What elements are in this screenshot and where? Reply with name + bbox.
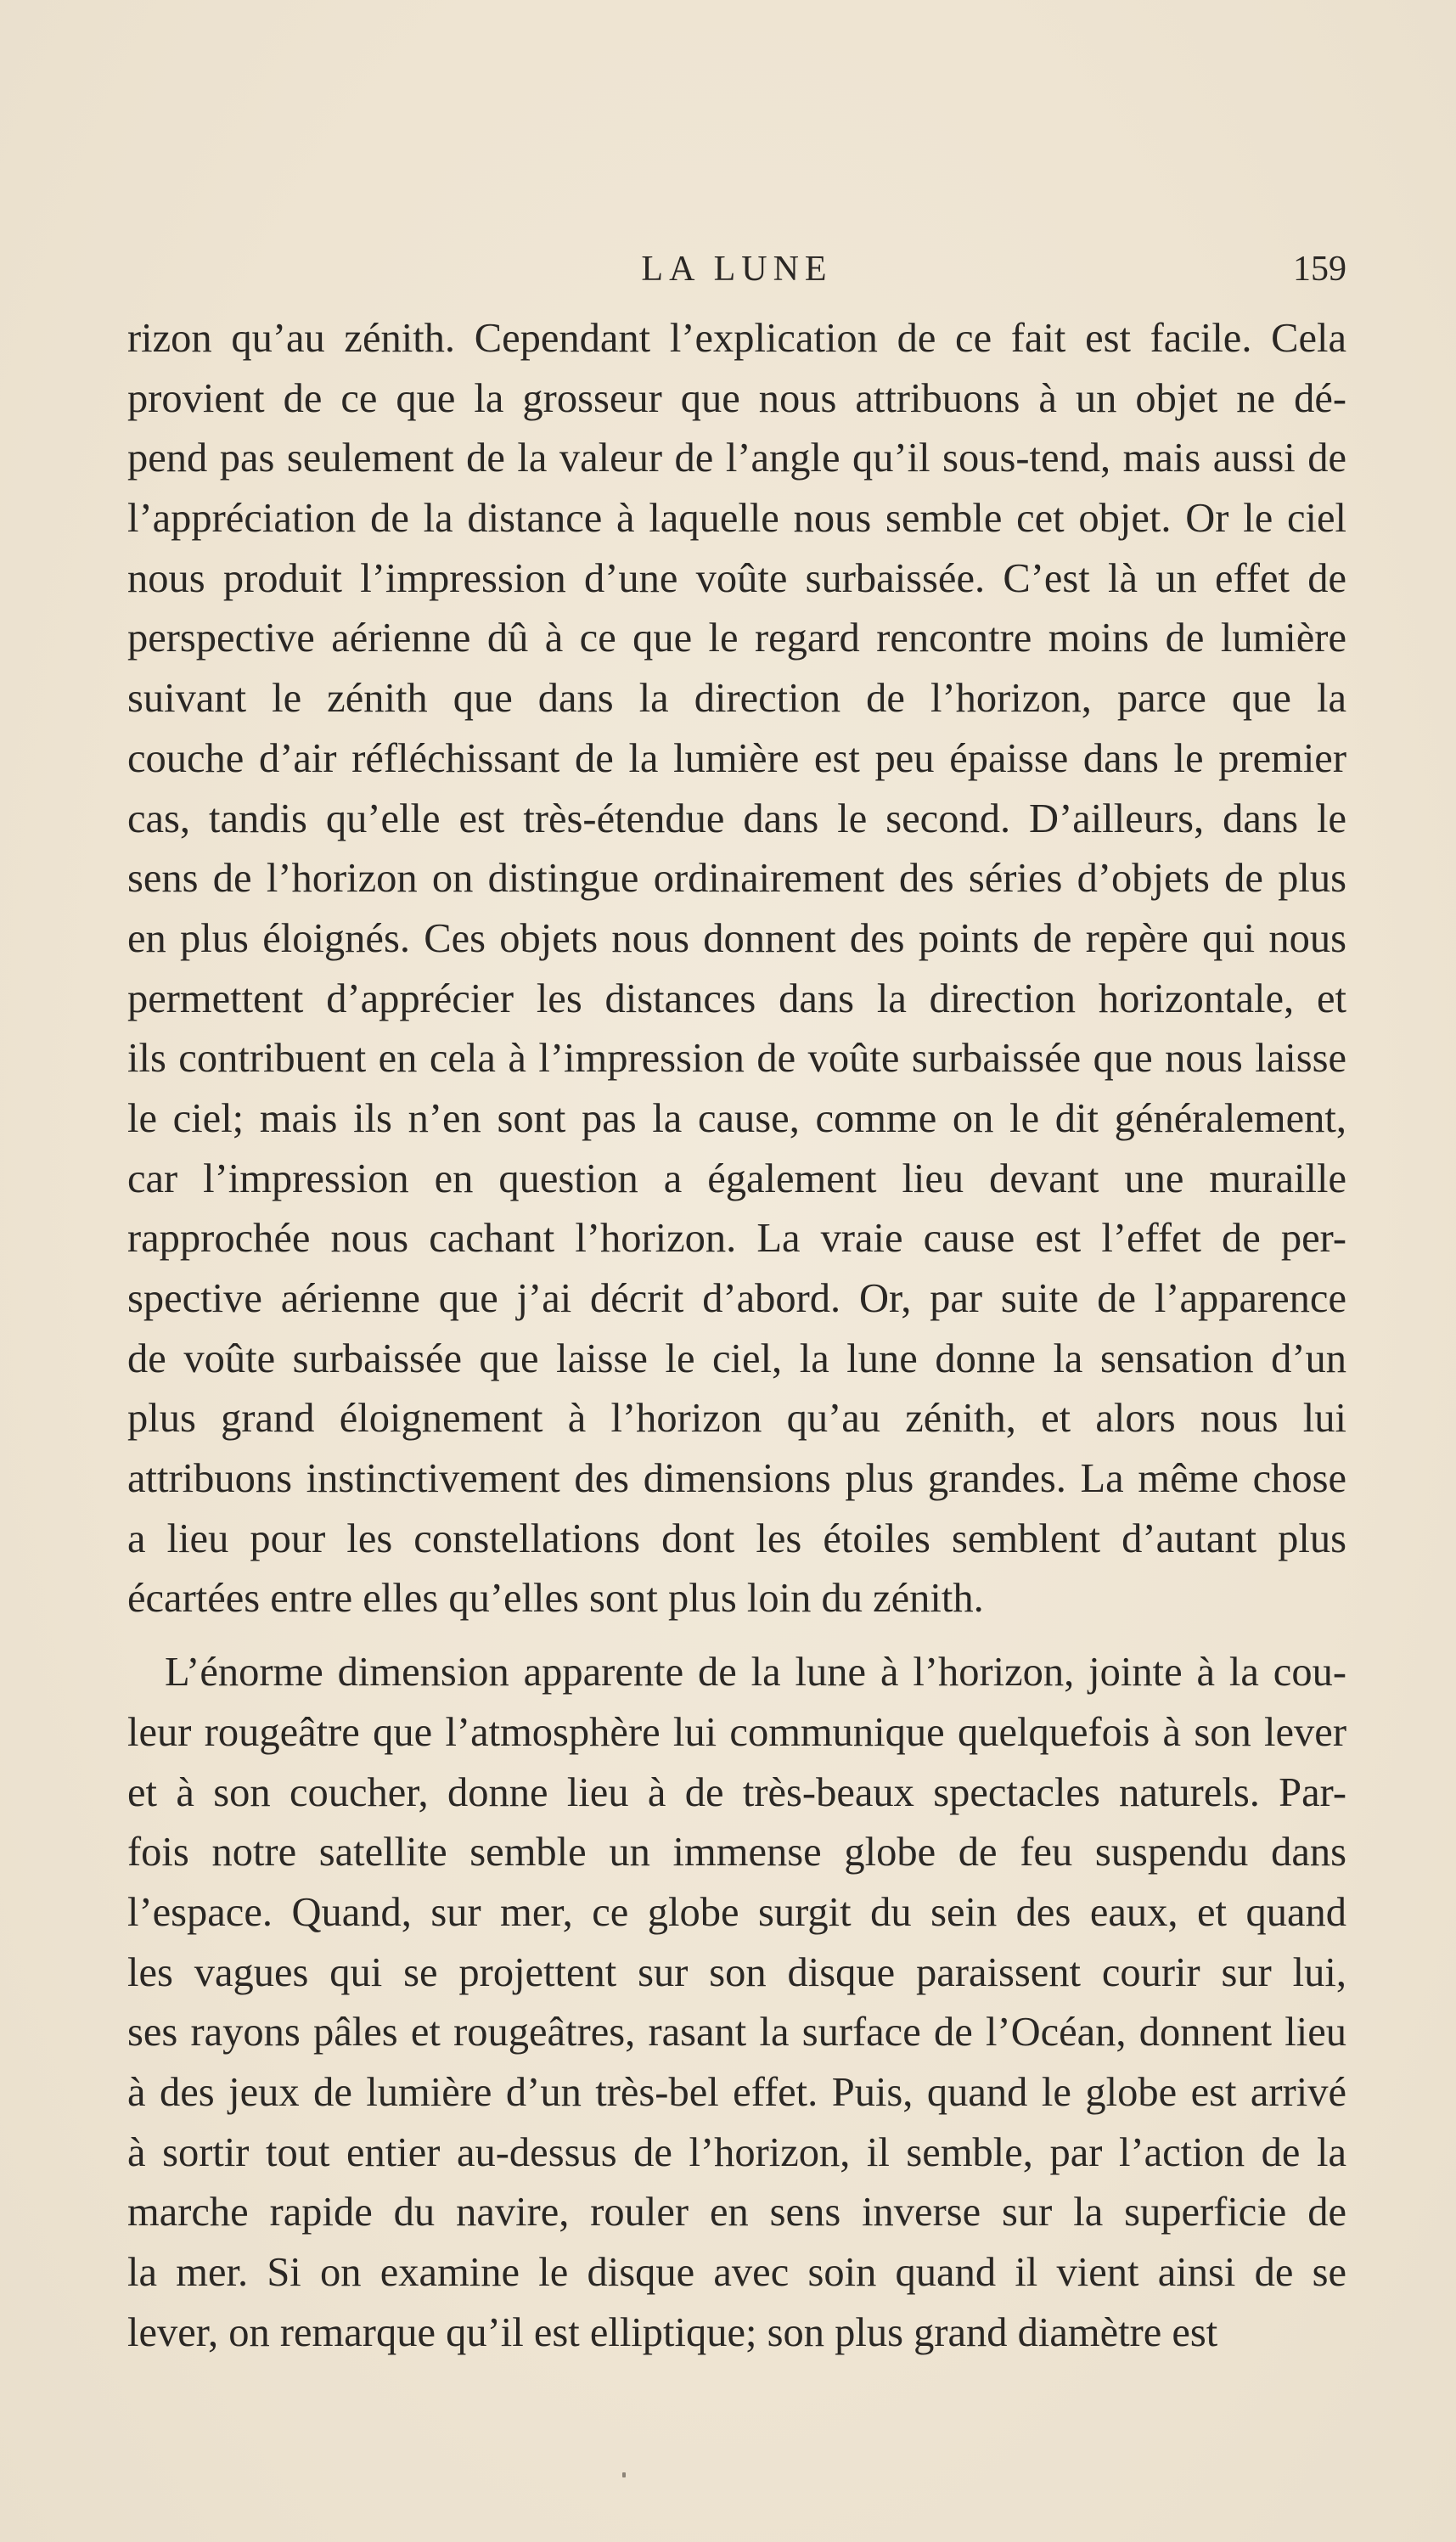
text-line: attribuons instinctivement des dimensions plus grandes. La même chose: [127, 1456, 1346, 1502]
text-line: le ciel; mais ils n’en sont pas la cause, comme on le dit généralement,: [127, 1095, 1346, 1141]
paper-speck: [622, 2472, 626, 2477]
text-line: a lieu pour les constellations dont les étoiles semblent d’autant plus: [127, 1516, 1346, 1561]
text-line: en plus éloignés. Ces objets nous donnent des points de repère qui nous: [127, 915, 1346, 961]
text-line: L’énorme dimension apparente de la lune à l’horizon, jointe à la cou-: [165, 1650, 1346, 1696]
text-line: marche rapide du navire, rouler en sens inverse sur la superficie de: [127, 2190, 1346, 2235]
paragraph: [127, 1643, 1346, 2363]
text-line: permettent d’apprécier les distances dans la direction horizontale, et: [127, 976, 1346, 1021]
text-line: l’espace. Quand, sur mer, ce globe surgit du sein des eaux, et quand: [127, 1889, 1346, 1935]
text-line: cas, tandis qu’elle est très-étendue dans le second. D’ailleurs, dans le: [127, 796, 1346, 841]
text-line: la mer. Si on examine le disque avec soin quand il vient ainsi de se: [127, 2250, 1346, 2295]
page-number: 159: [1293, 250, 1346, 289]
running-head: [127, 248, 1346, 290]
text-line: rizon qu’au zénith. Cependant l’explication de ce fait est facile. Cela: [127, 316, 1346, 361]
text-line: perspective aérienne dû à ce que le regard rencontre moins de lumière: [127, 616, 1346, 661]
text-line: nous produit l’impression d’une voûte surbaissée. C’est là un effet de: [127, 555, 1346, 601]
text-line: plus grand éloignement à l’horizon qu’au zénith, et alors nous lui: [127, 1396, 1346, 1442]
text-line: et à son coucher, donne lieu à de très-beaux spectacles naturels. Par-: [127, 1769, 1346, 1815]
text-line: pend pas seulement de la valeur de l’angle qu’il sous-tend, mais aussi de: [127, 436, 1346, 481]
body-text: [127, 309, 1346, 2363]
text-line: ses rayons pâles et rougeâtres, rasant la surface de l’Océan, donnent lieu: [127, 2010, 1346, 2056]
text-line: suivant le zénith que dans la direction de l’horizon, parce que la: [127, 676, 1346, 722]
text-line: spective aérienne que j’ai décrit d’abord. Or, par suite de l’apparence: [127, 1276, 1346, 1321]
text-line: rapprochée nous cachant l’horizon. La vraie cause est l’effet de per-: [127, 1216, 1346, 1262]
text-line: à sortir tout entier au-dessus de l’horizon, il semble, par l’action de la: [127, 2129, 1346, 2175]
text-line: provient de ce que la grosseur que nous attribuons à un objet ne dé-: [127, 375, 1346, 421]
text-line: fois notre satellite semble un immense globe de feu suspendu dans: [127, 1830, 1346, 1876]
text-line: de voûte surbaissée que laisse le ciel, la lune donne la sensation d’un: [127, 1336, 1346, 1381]
text-line: l’appréciation de la distance à laquelle nous semble cet objet. Or le ciel: [127, 496, 1346, 542]
text-line: les vagues qui se projettent sur son disque paraissent courir sur lui,: [127, 1949, 1346, 1995]
text-line: car l’impression en question a également lieu devant une muraille: [127, 1156, 1346, 1201]
paragraph: [127, 309, 1346, 1629]
text-line: sens de l’horizon on distingue ordinairement des séries d’objets de plus: [127, 856, 1346, 902]
text-line: écartées entre elles qu’elles sont plus loin du zénith.: [127, 1576, 984, 1622]
text-line: lever, on remarque qu’il est elliptique; son plus grand diamètre est: [127, 2309, 1218, 2355]
text-line: couche d’air réfléchissant de la lumière est peu épaisse dans le premier: [127, 735, 1346, 781]
text-line: leur rougeâtre que l’atmosphère lui communique quelquefois à son lever: [127, 1709, 1346, 1755]
text-line: à des jeux de lumière d’un très-bel effet. Puis, quand le globe est arrivé: [127, 2069, 1346, 2115]
text-line: ils contribuent en cela à l’impression de voûte surbaissée que nous laisse: [127, 1036, 1346, 1082]
running-title: LA LUNE: [641, 250, 833, 289]
